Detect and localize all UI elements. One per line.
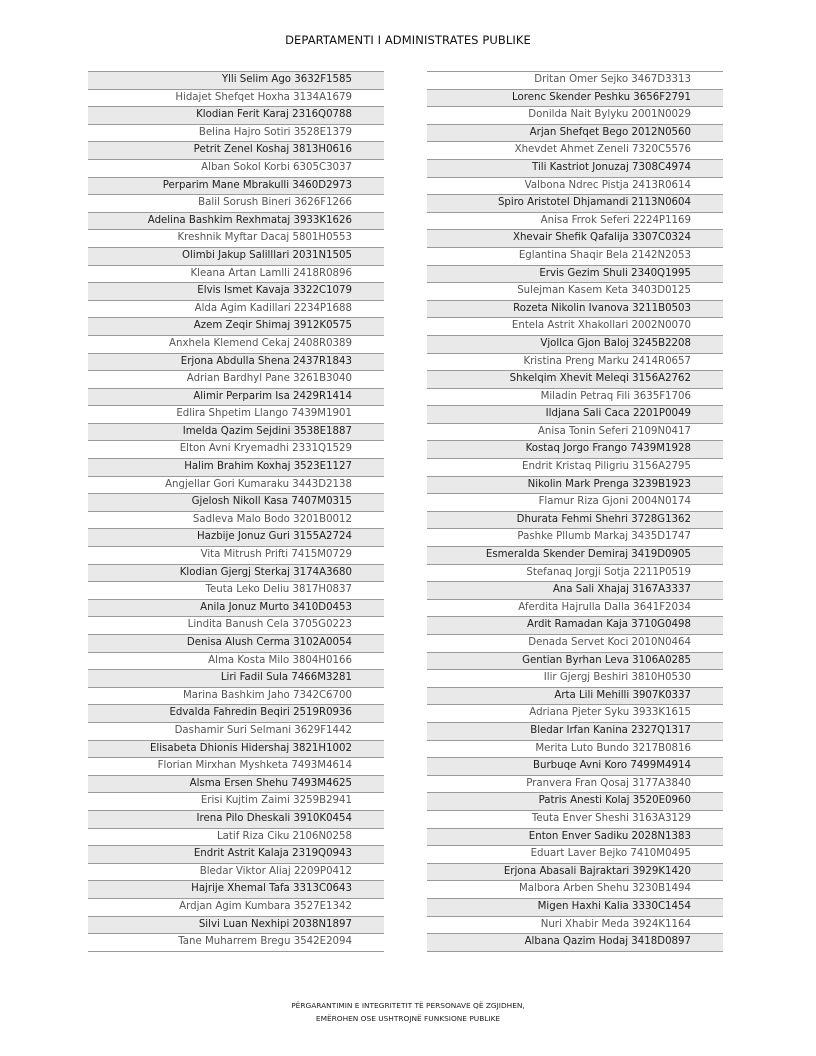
list-item: Teuta Leko Deliu 3817H0837	[88, 582, 384, 600]
list-item: Nuri Xhabir Meda 3924K1164	[427, 917, 723, 935]
list-item: Alda Agim Kadillari 2234P1688	[88, 301, 384, 319]
list-item: Hajrije Xhemal Tafa 3313C0643	[88, 881, 384, 899]
list-item: Erisi Kujtim Zaimi 3259B2941	[88, 793, 384, 811]
list-item: Halim Brahim Koxhaj 3523E1127	[88, 459, 384, 477]
list-item: Denisa Alush Cerma 3102A0054	[88, 635, 384, 653]
list-item: Stefanaq Jorgji Sotja 2211P0519	[427, 565, 723, 583]
list-item: Angjellar Gori Kumaraku 3443D2138	[88, 477, 384, 495]
list-item: Malbora Arben Shehu 3230B1494	[427, 881, 723, 899]
list-item: Anxhela Klemend Cekaj 2408R0389	[88, 336, 384, 354]
list-item: Vjollca Gjon Baloj 3245B2208	[427, 336, 723, 354]
list-item: Dhurata Fehmi Shehri 3728G1362	[427, 512, 723, 530]
list-item: Arta Lili Mehilli 3907K0337	[427, 688, 723, 706]
footer-line-1: PËRGARANTIMIN E INTEGRITETIT TË PERSONAVE QË ZGJIDHEN,	[291, 1001, 525, 1010]
list-item: Klodian Ferit Karaj 2316Q0788	[88, 107, 384, 125]
list-item: Klodian Gjergj Sterkaj 3174A3680	[88, 565, 384, 583]
list-item: Kreshnik Myftar Dacaj 5801H0553	[88, 230, 384, 248]
list-item: Ardit Ramadan Kaja 3710G0498	[427, 617, 723, 635]
list-item: Endrit Kristaq Piligriu 3156A2795	[427, 459, 723, 477]
list-item: Merita Luto Bundo 3217B0816	[427, 741, 723, 759]
list-item: Anisa Tonin Seferi 2109N0417	[427, 424, 723, 442]
list-item: Valbona Ndrec Pistja 2413R0614	[427, 178, 723, 196]
page-title: DEPARTAMENTI I ADMINISTRATES PUBLIKE	[285, 33, 531, 47]
list-item: Eglantina Shaqir Bela 2142N2053	[427, 248, 723, 266]
list-item: Teuta Enver Sheshi 3163A3129	[427, 811, 723, 829]
list-item: Latif Riza Ciku 2106N0258	[88, 829, 384, 847]
list-item: Donilda Nait Bylyku 2001N0029	[427, 107, 723, 125]
list-item: Hazbije Jonuz Guri 3155A2724	[88, 529, 384, 547]
footer	[0, 999, 816, 1025]
list-item: Bledar Viktor Aliaj 2209P0412	[88, 864, 384, 882]
list-item: Entela Astrit Xhakollari 2002N0070	[427, 318, 723, 336]
list-item: Edlira Shpetim Llango 7439M1901	[88, 406, 384, 424]
list-item: Arjan Shefqet Bego 2012N0560	[427, 125, 723, 143]
list-item: Denada Servet Koci 2010N0464	[427, 635, 723, 653]
list-item: Ardjan Agim Kumbara 3527E1342	[88, 899, 384, 917]
list-item: Miladin Petraq Fili 3635F1706	[427, 389, 723, 407]
list-item: Edvalda Fahredin Beqiri 2519R0936	[88, 705, 384, 723]
list-item: Vita Mitrush Prifti 7415M0729	[88, 547, 384, 565]
list-item: Migen Haxhi Kalia 3330C1454	[427, 899, 723, 917]
list-item: Adelina Bashkim Rexhmataj 3933K1626	[88, 213, 384, 231]
list-item: Nikolin Mark Prenga 3239B1923	[427, 477, 723, 495]
list-item: Endrit Astrit Kalaja 2319Q0943	[88, 846, 384, 864]
list-item: Dashamir Suri Selmani 3629F1442	[88, 723, 384, 741]
list-item: Liri Fadil Sula 7466M3281	[88, 670, 384, 688]
list-item: Petrit Zenel Koshaj 3813H0616	[88, 142, 384, 160]
list-item: Elisabeta Dhionis Hidershaj 3821H1002	[88, 741, 384, 759]
list-item: Hidajet Shefqet Hoxha 3134A1679	[88, 90, 384, 108]
list-item: Lindita Banush Cela 3705G0223	[88, 617, 384, 635]
list-item: Elton Avni Kryemadhi 2331Q1529	[88, 441, 384, 459]
list-item: Burbuqe Avni Koro 7499M4914	[427, 758, 723, 776]
list-item: Ylli Selim Ago 3632F1585	[88, 72, 384, 90]
list-item: Ilir Gjergj Beshiri 3810H0530	[427, 670, 723, 688]
list-item: Kristina Preng Marku 2414R0657	[427, 354, 723, 372]
list-item: Bledar Irfan Kanina 2327Q1317	[427, 723, 723, 741]
list-item: Belina Hajro Sotiri 3528E1379	[88, 125, 384, 143]
list-item: Anila Jonuz Murto 3410D0453	[88, 600, 384, 618]
list-item: Eduart Laver Bejko 7410M0495	[427, 846, 723, 864]
list-item: Ervis Gezim Shuli 2340Q1995	[427, 266, 723, 284]
list-item: Adriana Pjeter Syku 3933K1615	[427, 705, 723, 723]
list-item: Adrian Bardhyl Pane 3261B3040	[88, 371, 384, 389]
list-item: Kleana Artan Lamlli 2418R0896	[88, 266, 384, 284]
list-item: Balil Sorush Bineri 3626F1266	[88, 195, 384, 213]
list-item: Shkelqim Xhevit Meleqi 3156A2762	[427, 371, 723, 389]
list-item: Azem Zeqir Shimaj 3912K0575	[88, 318, 384, 336]
list-item: Elvis Ismet Kavaja 3322C1079	[88, 283, 384, 301]
right-name-column	[427, 71, 723, 952]
list-item: Silvi Luan Nexhipi 2038N1897	[88, 917, 384, 935]
list-item: Sulejman Kasem Keta 3403D0125	[427, 283, 723, 301]
list-item: Imelda Qazim Sejdini 3538E1887	[88, 424, 384, 442]
left-name-column	[88, 71, 384, 952]
list-item: Pashke Pllumb Markaj 3435D1747	[427, 529, 723, 547]
list-item: Alsma Ersen Shehu 7493M4625	[88, 776, 384, 794]
list-item: Gjelosh Nikoll Kasa 7407M0315	[88, 494, 384, 512]
list-item: Tili Kastriot Jonuzaj 7308C4974	[427, 160, 723, 178]
list-item: Aferdita Hajrulla Dalla 3641F2034	[427, 600, 723, 618]
list-item: Marina Bashkim Jaho 7342C6700	[88, 688, 384, 706]
list-item: Alma Kosta Milo 3804H0166	[88, 653, 384, 671]
list-item: Olimbi Jakup Salilllari 2031N1505	[88, 248, 384, 266]
list-item: Erjona Abasali Bajraktari 3929K1420	[427, 864, 723, 882]
list-item: Gentian Byrhan Leva 3106A0285	[427, 653, 723, 671]
list-item: Ildjana Sali Caca 2201P0049	[427, 406, 723, 424]
list-item: Ana Sali Xhajaj 3167A3337	[427, 582, 723, 600]
list-item: Kostaq Jorgo Frango 7439M1928	[427, 441, 723, 459]
list-item: Lorenc Skender Peshku 3656F2791	[427, 90, 723, 108]
list-item: Spiro Aristotel Dhjamandi 2113N0604	[427, 195, 723, 213]
list-item: Rozeta Nikolin Ivanova 3211B0503	[427, 301, 723, 319]
list-item: Pranvera Fran Qosaj 3177A3840	[427, 776, 723, 794]
list-item: Flamur Riza Gjoni 2004N0174	[427, 494, 723, 512]
list-item: Xhevair Shefik Qafalija 3307C0324	[427, 230, 723, 248]
list-item: Florian Mirxhan Myshketa 7493M4614	[88, 758, 384, 776]
list-item: Enton Enver Sadiku 2028N1383	[427, 829, 723, 847]
list-item: Albana Qazim Hodaj 3418D0897	[427, 934, 723, 952]
list-item: Patris Anesti Kolaj 3520E0960	[427, 793, 723, 811]
list-item: Alban Sokol Korbi 6305C3037	[88, 160, 384, 178]
list-item: Irena Pilo Dheskali 3910K0454	[88, 811, 384, 829]
list-item: Erjona Abdulla Shena 2437R1843	[88, 354, 384, 372]
list-item: Perparim Mane Mbrakulli 3460D2973	[88, 178, 384, 196]
list-item: Dritan Omer Sejko 3467D3313	[427, 72, 723, 90]
list-item: Tane Muharrem Bregu 3542E2094	[88, 934, 384, 952]
list-item: Xhevdet Ahmet Zeneli 7320C5576	[427, 142, 723, 160]
list-item: Alimir Perparim Isa 2429R1414	[88, 389, 384, 407]
footer-line-2: EMËROHEN OSE USHTROJNË FUNKSIONE PUBLIKE	[315, 1014, 501, 1023]
list-item: Esmeralda Skender Demiraj 3419D0905	[427, 547, 723, 565]
list-item: Anisa Frrok Seferi 2224P1169	[427, 213, 723, 231]
list-item: Sadleva Malo Bodo 3201B0012	[88, 512, 384, 530]
